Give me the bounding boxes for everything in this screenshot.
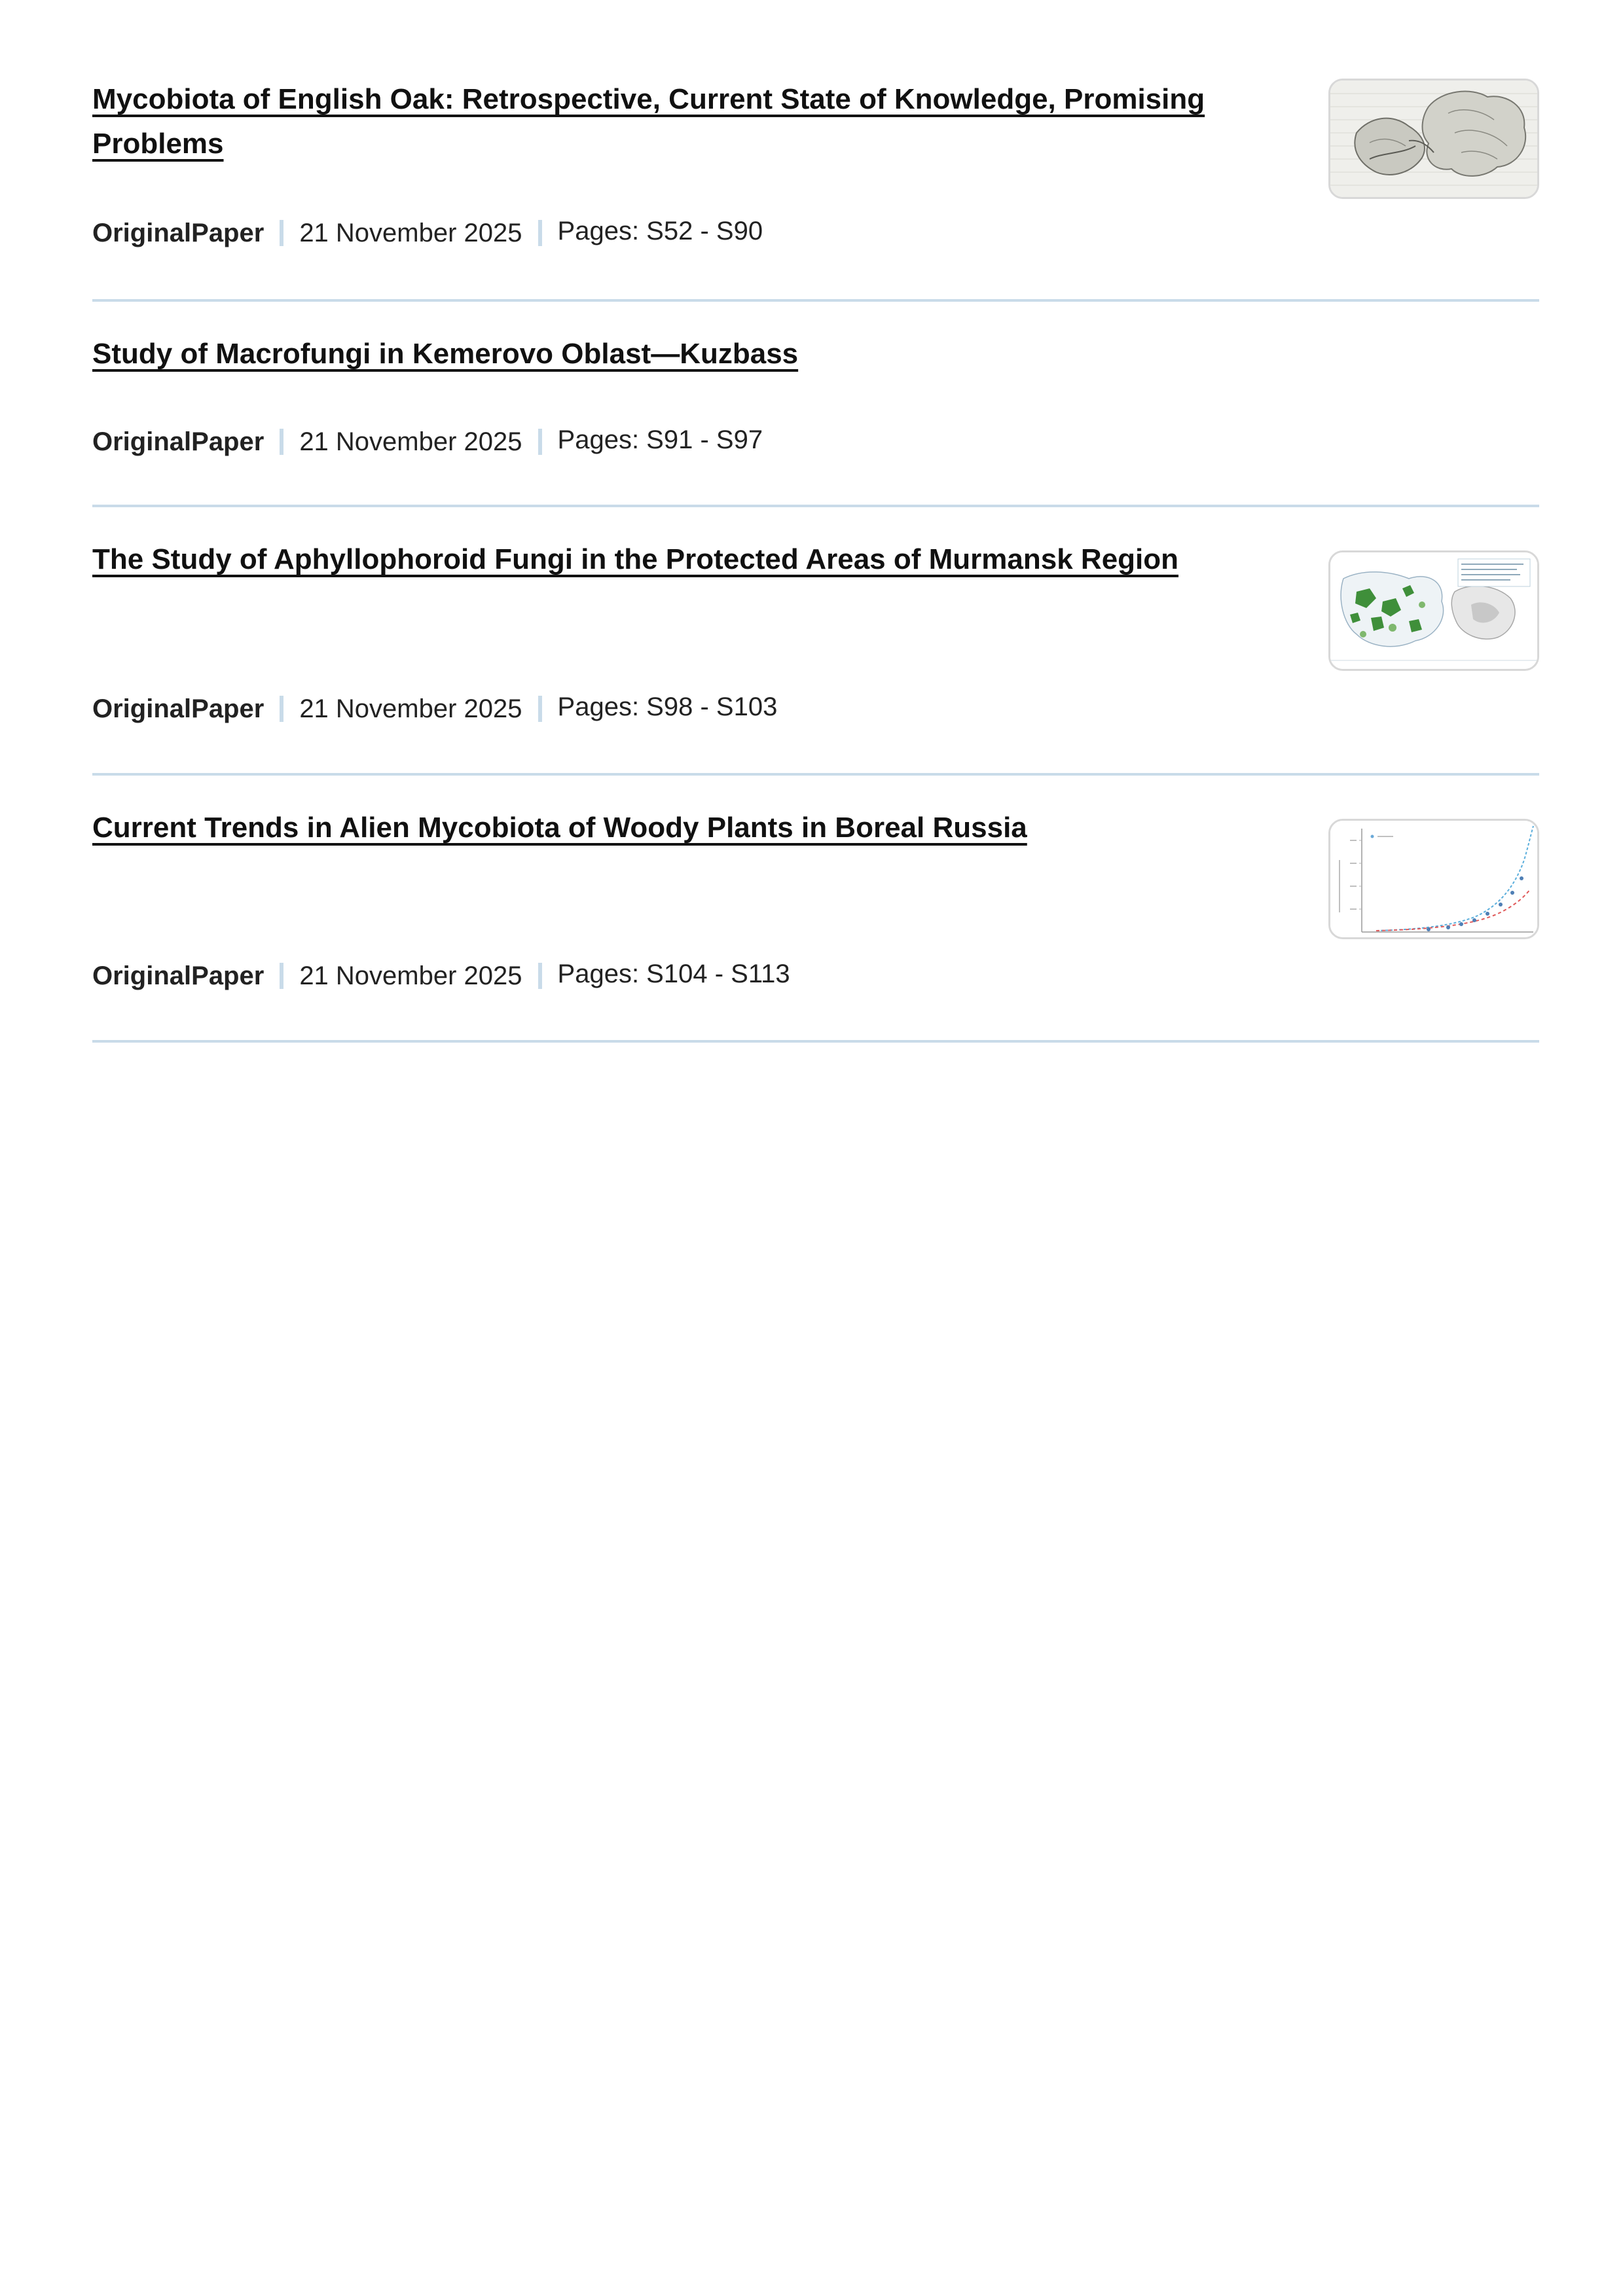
article-type: OriginalPaper	[92, 694, 264, 723]
article-thumbnail[interactable]	[1328, 79, 1539, 199]
article-title	[92, 77, 1245, 166]
article-meta	[92, 693, 777, 725]
line-chart-illustration	[1330, 821, 1537, 937]
article-pages: Pages: S52 - S90	[557, 217, 763, 245]
article-item	[92, 302, 1539, 507]
article-title	[92, 806, 1245, 850]
article-date: 21 November 2025	[299, 219, 522, 247]
article-pages: Pages: S98 - S103	[557, 692, 778, 721]
article-title-link[interactable]: Study of Macrofungi in Kemerovo Oblast—Kuzbass	[92, 338, 799, 370]
article-item	[92, 77, 1539, 302]
article-date: 21 November 2025	[299, 694, 522, 723]
article-type: OriginalPaper	[92, 427, 264, 456]
article-type: OriginalPaper	[92, 961, 264, 990]
article-meta	[92, 426, 763, 457]
article-meta	[92, 960, 790, 992]
meta-separator	[538, 429, 542, 455]
article-date: 21 November 2025	[299, 961, 522, 990]
article-thumbnail[interactable]	[1328, 819, 1539, 939]
article-date: 21 November 2025	[299, 427, 522, 456]
meta-separator	[538, 220, 542, 246]
meta-separator	[538, 696, 542, 722]
meta-separator	[280, 963, 283, 989]
article-title	[92, 537, 1245, 582]
article-pages: Pages: S91 - S97	[557, 425, 763, 454]
article-pages: Pages: S104 - S113	[557, 960, 790, 988]
article-item	[92, 776, 1539, 1043]
article-title	[92, 332, 1245, 376]
article-title-link[interactable]: Mycobiota of English Oak: Retrospective, Current State of Knowledge, Promising Problems	[92, 83, 1205, 160]
article-type: OriginalPaper	[92, 219, 264, 247]
article-item	[92, 507, 1539, 776]
meta-separator	[280, 429, 283, 455]
map-illustration	[1330, 552, 1537, 669]
article-title-link[interactable]: The Study of Aphyllophoroid Fungi in the Protected Areas of Murmansk Region	[92, 543, 1179, 575]
article-list	[92, 77, 1539, 1043]
engraving-illustration	[1330, 81, 1537, 197]
article-title-link[interactable]: Current Trends in Alien Mycobiota of Woody Plants in Boreal Russia	[92, 812, 1027, 844]
meta-separator	[538, 963, 542, 989]
meta-separator	[280, 220, 283, 246]
article-thumbnail[interactable]	[1328, 550, 1539, 671]
article-meta	[92, 217, 763, 249]
meta-separator	[280, 696, 283, 722]
